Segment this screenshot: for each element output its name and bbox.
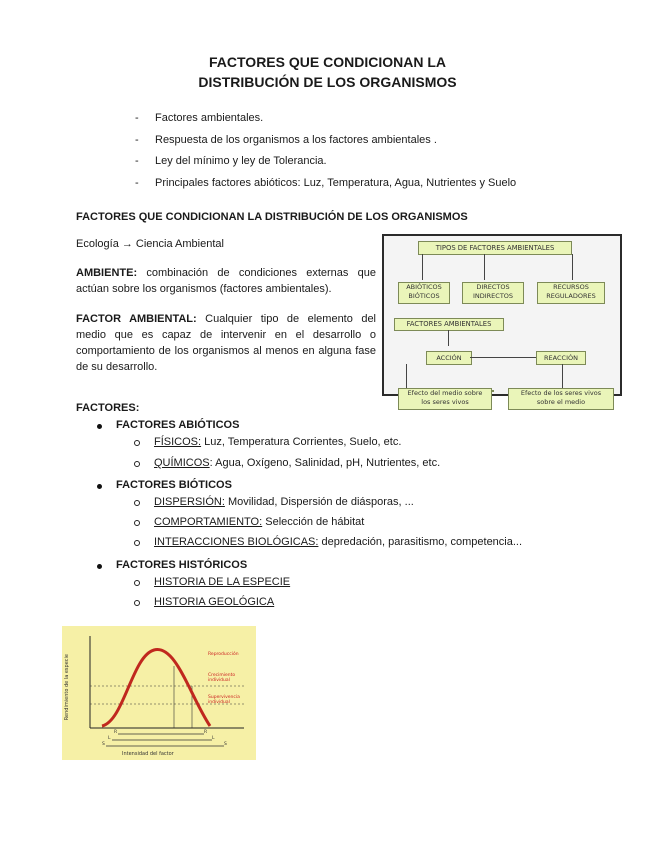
diagram-top-box: TIPOS DE FACTORES AMBIENTALES [418, 241, 572, 255]
circle-bullet-icon [134, 500, 140, 506]
bullet-icon [97, 484, 102, 489]
diagram-box-abioticos: ABIÓTICOS BIÓTICOS [398, 282, 450, 304]
list-item: DISPERSIÓN: Movilidad, Dispersión de diásporas, ... [134, 496, 414, 508]
graph-ylabel: Rendimiento de la especie [64, 654, 70, 721]
graph-r-right: R [204, 730, 208, 735]
ambiente-paragraph [76, 265, 376, 297]
intro-list [135, 110, 516, 196]
section-heading: FACTORES QUE CONDICIONAN LA DISTRIBUCIÓN DE LOS ORGANISMOS [76, 211, 468, 223]
diagram-box-directos: DIRECTOS INDIRECTOS [462, 282, 524, 304]
diagram-reaccion-box: REACCIÓN [536, 351, 586, 365]
tolerance-graph-svg [62, 626, 256, 760]
tolerance-curve [102, 650, 210, 726]
graph-label-crecimiento: Crecimiento individual [208, 673, 236, 683]
circle-bullet-icon [134, 580, 140, 586]
intro-item: - Principales factores abióticos: Luz, Temperatura, Agua, Nutrientes y Suelo [135, 175, 516, 197]
list-item: FÍSICOS: Luz, Temperatura Corrientes, Suelo, etc. [134, 436, 401, 448]
intro-item: - Respuesta de los organismos a los factores ambientales . [135, 132, 516, 154]
graph-r-left: R [114, 730, 118, 735]
list-item: INTERACCIONES BIOLÓGICAS: depredación, parasitismo, competencia... [134, 536, 522, 548]
intro-item: - Factores ambientales. [135, 110, 516, 132]
factores-historicos-heading: FACTORES HISTÓRICOS [101, 559, 247, 571]
graph-s-left: S [102, 742, 105, 747]
title-line-2: DISTRIBUCIÓN DE LOS ORGANISMOS [198, 74, 457, 90]
bullet-icon [97, 564, 102, 569]
ambiente-term: AMBIENTE: [76, 267, 138, 279]
tolerance-graph [62, 626, 256, 760]
graph-label-reproduccion: Reproducción [208, 652, 239, 657]
list-item: HISTORIA GEOLÓGICA [134, 596, 274, 608]
factor-types-diagram [382, 234, 622, 396]
circle-bullet-icon [134, 600, 140, 606]
intro-item: - Ley del mínimo y ley de Tolerancia. [135, 153, 516, 175]
diagram-factores-box: FACTORES AMBIENTALES [394, 318, 504, 331]
circle-bullet-icon [134, 461, 140, 467]
graph-l-right: L [212, 736, 215, 741]
page-title [0, 52, 655, 92]
graph-label-supervivencia: Supervivencia individual [208, 695, 240, 705]
circle-bullet-icon [134, 440, 140, 446]
factores-title: FACTORES: [76, 402, 140, 414]
list-item: HISTORIA DE LA ESPECIE [134, 576, 290, 588]
diagram-box-recursos: RECURSOS REGULADORES [537, 282, 605, 304]
list-item: QUÍMICOS: Agua, Oxígeno, Salinidad, pH, Nutrientes, etc. [134, 457, 440, 469]
factores-abioticos-heading: FACTORES ABIÓTICOS [101, 419, 239, 431]
diagram-accion-box: ACCIÓN [426, 351, 472, 365]
ambiente-definition: combinación de condiciones externas que actúan sobre los organismos (factores ambientales). [76, 267, 376, 295]
factor-ambiental-paragraph [76, 311, 376, 375]
bullet-icon [97, 424, 102, 429]
graph-xlabel: Intensidad del factor [122, 751, 174, 757]
circle-bullet-icon [134, 540, 140, 546]
diagram-efecto-seres: Efecto de los seres vivos sobre el medio [508, 388, 614, 410]
circle-bullet-icon [134, 520, 140, 526]
graph-s-right: S [224, 742, 227, 747]
factor-ambiental-definition: Cualquier tipo de elemento del medio que es capaz de intervenir en el desarrollo o comportamiento de los organismos al menos en alguna fase de su desarrollo. [76, 313, 376, 373]
graph-l-left: L [108, 736, 111, 741]
list-item: COMPORTAMIENTO: Selección de hábitat [134, 516, 364, 528]
diagram-efecto-medio: Efecto del medio sobre los seres vivos [398, 388, 492, 410]
factor-ambiental-term: FACTOR AMBIENTAL: [76, 313, 197, 325]
factores-bioticos-heading: FACTORES BIÓTICOS [101, 479, 232, 491]
ecologia-line: Ecología → Ciencia Ambiental [76, 238, 224, 250]
title-line-1: FACTORES QUE CONDICIONAN LA [209, 54, 446, 70]
